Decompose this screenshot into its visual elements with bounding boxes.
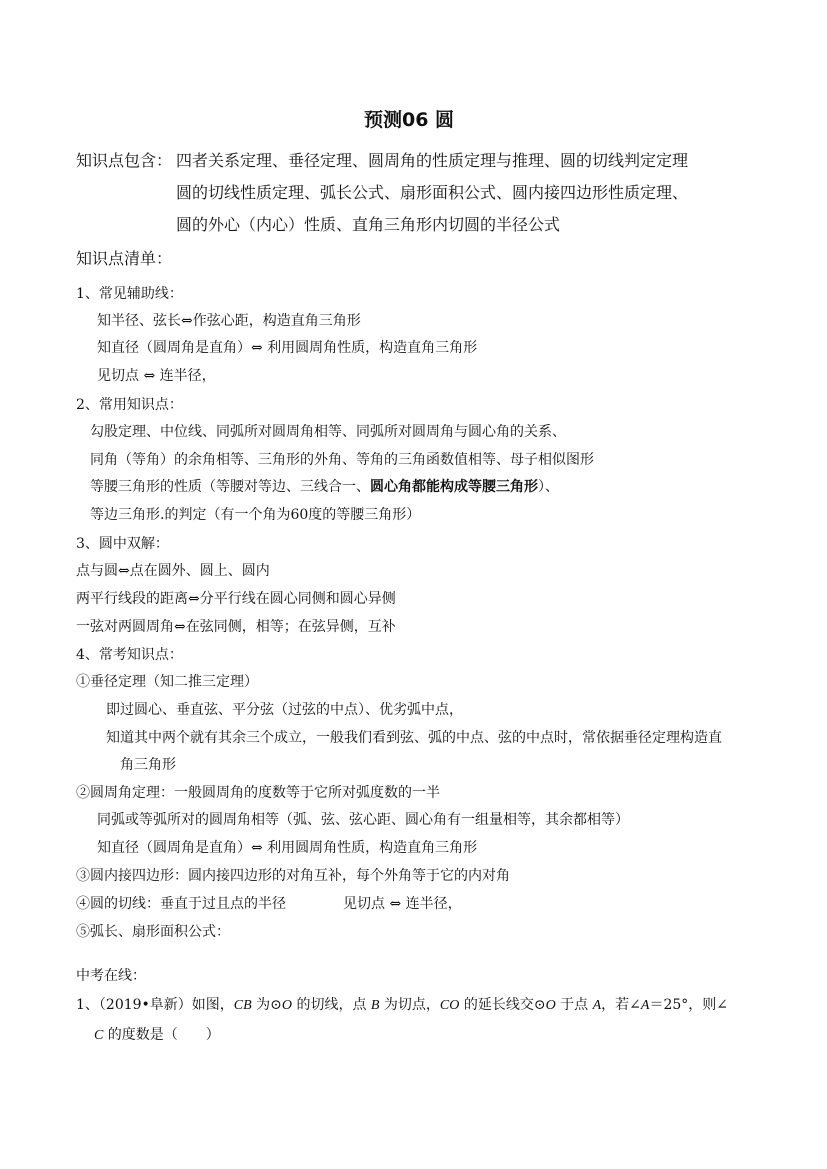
overview-line-1: 四者关系定理、垂径定理、圆周角的性质定理与推理、圆的切线判定定理	[176, 151, 689, 170]
section-2-item: 等边三角形.的判定（有一个角为60度的等腰三角形）	[90, 507, 421, 523]
point-1-text: 即过圆心、垂直弦、平分弦（过弦的中点）、优劣弧中点，	[106, 702, 463, 718]
question-text: 的度数是（ ）	[103, 1027, 220, 1043]
question-text: 为切点，	[379, 997, 440, 1013]
section-4-heading: 4、常考知识点：	[76, 647, 183, 663]
question-1-line-2	[94, 1025, 220, 1046]
section-1-heading: 1、常见辅助线：	[76, 286, 183, 302]
question-text: 于点	[555, 997, 593, 1013]
point-1-text: 角三角形	[120, 757, 176, 773]
section-1-item: 知直径（圆周角是直角）⇔ 利用圆周角性质，构造直角三角形	[97, 340, 478, 356]
math-var: A	[592, 998, 602, 1013]
question-text: 为⊙	[251, 997, 282, 1013]
math-var: B	[370, 998, 380, 1013]
section-1-item: 知半径、弦长⇔作弦心距，构造直角三角形	[97, 313, 361, 329]
page-title: 预测06 圆	[364, 109, 455, 131]
point-3-title: ③圆内接四边形：圆内接四边形的对角互补，每个外角等于它的内对角	[76, 868, 510, 884]
emphasis-text: 圆心角都能构成等腰三角形	[370, 479, 538, 495]
overview-line-2: 圆的切线性质定理、弧长公式、扇形面积公式、圆内接四边形性质定理、	[176, 183, 689, 202]
question-text: 1、（2019•阜新）如图，	[76, 997, 234, 1013]
overview-line-3: 圆的外心（内心）性质、直角三角形内切圆的半径公式	[176, 215, 561, 234]
question-text: 的切线，点	[292, 997, 371, 1013]
point-2-text: 知直径（圆周角是直角）⇔ 利用圆周角性质，构造直角三角形	[97, 840, 478, 856]
list-heading: 知识点清单：	[76, 249, 173, 268]
item-text: ）、	[538, 479, 559, 495]
section-2-heading: 2、常用知识点：	[76, 397, 183, 413]
question-text: ＝25°，则∠	[649, 997, 728, 1013]
math-var: O	[281, 998, 292, 1013]
section-3-item: 两平行线段的距离⇔分平行线在圆心同侧和圆心异侧	[76, 591, 396, 607]
point-2-title: ②圆周角定理：一般圆周角的度数等于它所对弧度数的一半	[76, 785, 440, 801]
section-2-item: 勾股定理、中位线、同弧所对圆周角相等、同弧所对圆周角与圆心角的关系、	[90, 424, 566, 440]
point-1-title: ①垂径定理（知二推三定理）	[76, 674, 258, 690]
section-2-item: 同角（等角）的余角相等、三角形的外角、等角的三角函数值相等、母子相似图形	[90, 452, 594, 468]
point-5-title: ⑤弧长、扇形面积公式：	[76, 924, 230, 940]
exam-heading: 中考在线：	[76, 968, 146, 984]
math-var: O	[545, 998, 556, 1013]
section-1-item: 见切点 ⇔ 连半径，	[97, 368, 216, 384]
point-4-text: 见切点 ⇔ 连半径，	[343, 896, 462, 912]
question-text: 的延长线交⊙	[459, 997, 546, 1013]
math-var: A	[640, 998, 650, 1013]
math-var: CB	[233, 998, 252, 1013]
question-1-line-1	[76, 995, 728, 1016]
math-var: C	[94, 1028, 104, 1043]
item-text: 等腰三角形的性质（等腰对等边、三线合一、	[90, 479, 370, 495]
point-1-text: 知道其中两个就有其余三个成立，一般我们看到弦、弧的中点、弦的中点时，常依据垂径定理构造直	[106, 730, 722, 746]
overview-label: 知识点包含：	[76, 151, 173, 170]
point-2-text: 同弧或等弧所对的圆周角相等（弧、弦、弦心距、圆心角有一组量相等，其余都相等）	[97, 812, 629, 828]
section-3-item: 点与圆⇔点在圆外、圆上、圆内	[76, 563, 270, 579]
point-4-title: ④圆的切线：垂直于过且点的半径	[76, 896, 286, 912]
section-3-item: 一弦对两圆周角⇔在弦同侧，相等；在弦异侧，互补	[76, 619, 396, 635]
section-3-heading: 3、圆中双解：	[76, 536, 169, 552]
math-var: CO	[439, 998, 460, 1013]
question-text: ，若∠	[601, 997, 641, 1013]
section-2-item	[90, 477, 559, 497]
